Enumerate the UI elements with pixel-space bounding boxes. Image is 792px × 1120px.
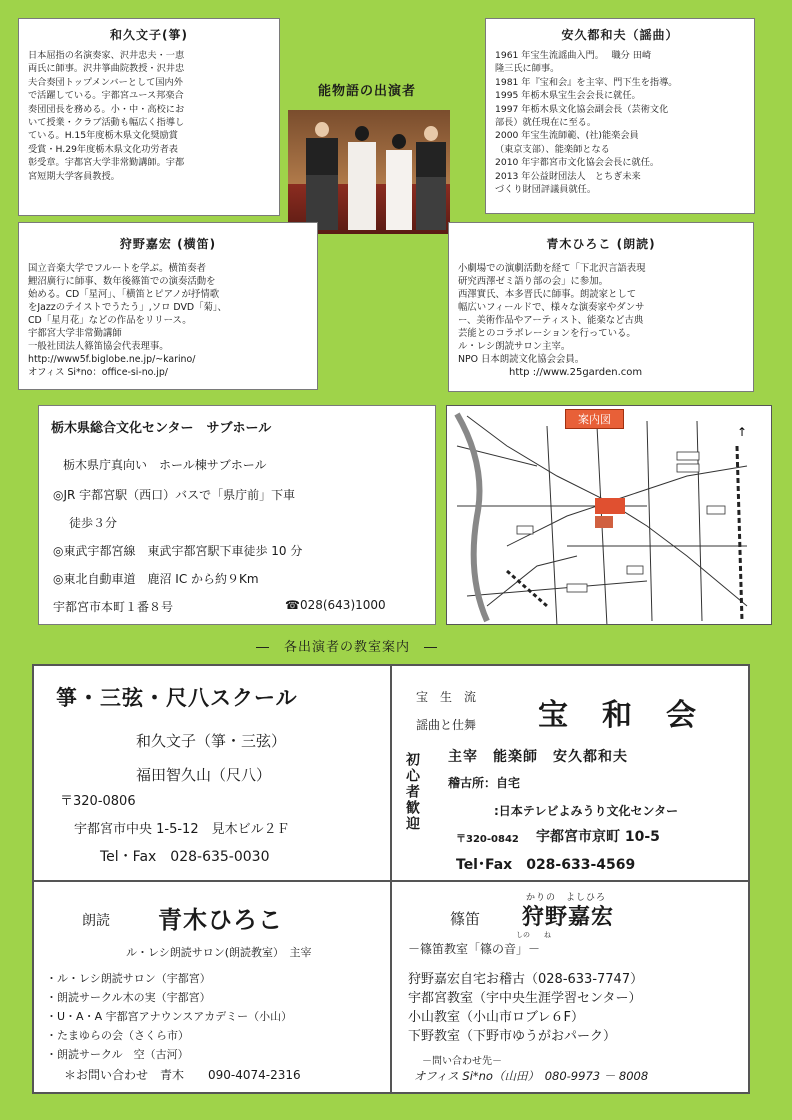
roudoku-contact: ＊お問い合わせ 青木 090-4074-2316	[64, 1068, 301, 1082]
bio-text	[19, 49, 279, 183]
text-line: 幅広いフィールドで、様々な演奏家やダンサ	[458, 302, 645, 313]
aoki-url[interactable]: http ://www.25garden.com	[509, 367, 643, 378]
bio-aoki	[448, 222, 754, 392]
shinobue-name: 狩野嘉宏	[522, 905, 615, 930]
text-line: 西澤實氏、本多晋氏に師事。朗読家として	[458, 289, 637, 300]
access-map	[446, 405, 772, 625]
text-line: 小劇場での演劇活動を経て「下北沢言語表現	[458, 263, 646, 274]
text-line: 宮短期大学客員教授。	[28, 170, 120, 182]
text-line: CD「星月花」などの作品をリリース。	[28, 315, 192, 326]
text-line: ル・レシ朗読サロン主宰。	[458, 341, 571, 352]
text-line: ている。H.15年度栃木県文化奨励賞	[28, 130, 178, 142]
text-line: づくり財団評議員就任。	[495, 184, 597, 196]
map-drawing	[447, 406, 772, 625]
koto-address: 宇都宮市中央 1-5-12 見木ビル２Ｆ	[74, 822, 290, 837]
venue-access-highway: ◎東北自動車道 鹿沼 IC から約９Km	[53, 572, 259, 586]
venue-access-tobu: ◎東武宇都宮線 東武宇都宮駅下車徒歩 10 分	[53, 544, 303, 558]
text-line: 狩野嘉宏自宅お稽古（028-633-7747）	[408, 972, 644, 987]
venue-access-jr-walk: 徒歩３分	[69, 516, 118, 530]
text-line: 宇都宮大学非常勤講師	[28, 328, 122, 339]
text-line: ・たまゆらの会（さくら市）	[46, 1029, 189, 1042]
howakai-panel	[390, 664, 750, 882]
bio-ato	[485, 18, 755, 214]
koto-tel: Tel・Fax 028-635-0030	[100, 849, 270, 865]
text-line: 2010 年宇都宮市文化協会会長に就任。	[495, 157, 660, 169]
bio-kano	[18, 222, 318, 390]
text-line: 芸能とのコラボレーションを行っている。	[458, 328, 636, 339]
text-line: 研究西澤ゼミ語り部の会」に参加。	[458, 276, 609, 287]
text-line: 2000 年宝生流師範、(社)能楽会員	[495, 130, 639, 142]
text-line: いて授業・クラブ活動も幅広く指導し	[28, 117, 185, 129]
venue-location: 栃木県庁真向い ホール棟サブホール	[63, 458, 267, 472]
bio-wakubunko	[18, 18, 280, 216]
text-line: ・U・A・A 宇都宮アナウンスアカデミー（小山）	[46, 1010, 293, 1023]
text-line: ・朗読サークル 空（古河）	[46, 1048, 189, 1061]
text-line: 夫合奏団トップメンバーとして国内外	[28, 76, 183, 88]
text-line: で活躍している。宇都宮ユース邦楽合	[28, 90, 184, 102]
howakai-tel: Tel･Fax 028-633-4569	[456, 857, 636, 873]
koto-school-panel	[32, 664, 392, 882]
howakai-address: 宇都宮市京町 10-5	[536, 829, 660, 845]
venue-access-jr: ◎JR 宇都宮駅（西口）バスで「県庁前」下車	[53, 488, 296, 502]
text-line: 隆三氏に師事。	[495, 63, 560, 75]
koto-teacher-2: 福田智久山（尺八）	[136, 766, 272, 784]
howakai-prefix-2: 謡曲と仕舞	[416, 718, 477, 732]
shinobue-furigana: かりの よしひろ	[526, 893, 607, 903]
text-line: 国立音楽大学でフルートを学ぶ。横笛奏者	[28, 263, 206, 274]
text-line: オフィス Si*no：office-si-no.jp/	[28, 367, 168, 378]
howakai-title: 宝 和 会	[538, 698, 698, 733]
venue-name: 栃木県総合文化センター サブホール	[51, 421, 272, 436]
text-line: 日本屈指の名演奏家、沢井忠夫・一恵	[28, 50, 185, 61]
text-line: 両氏に師事。沢井箏曲院教授・沢井忠	[28, 63, 185, 75]
roudoku-sub: ル・レシ朗読サロン(朗読教室） 主宰	[126, 946, 312, 959]
howakai-leader: 主宰 能楽師 安久都和夫	[448, 749, 628, 765]
bio-title: 青木ひろこ (朗読)	[546, 237, 656, 251]
bio-title: 狩野嘉宏 (横笛)	[119, 237, 217, 251]
svg-text:↑: ↑	[737, 425, 748, 439]
shinobue-contact: オフィス Si*no（山田） 080-9973 － 8008	[414, 1069, 649, 1083]
bio-title: 安久都和夫（謡曲）	[561, 28, 679, 42]
performers-photo	[288, 110, 450, 234]
howakai-place-2: :日本テレビよみうり文化センター	[494, 804, 679, 818]
shinobue-panel	[390, 880, 750, 1094]
koto-teacher-1: 和久文子（箏・三弦）	[136, 732, 287, 750]
text-line: 1981 年『宝和会』を主宰、門下生を指導。	[495, 76, 678, 88]
text-line: をJazzのテイストでうたう」,ソロ DVD「菊」、	[28, 302, 227, 313]
roudoku-panel	[32, 880, 392, 1094]
bio-text	[19, 262, 317, 379]
venue-box	[38, 405, 436, 625]
text-line: 一般社団法人篠笛協会代表理事。	[28, 341, 169, 352]
shinobue-class-name: －篠笛教室「篠の音」－	[408, 942, 541, 956]
text-line: （東京支部）、能楽師となる	[495, 143, 610, 155]
bio-text	[449, 262, 753, 366]
text-line: ・ル・レシ朗読サロン（宇都宮）	[46, 972, 211, 985]
koto-postal: 〒320-0806	[60, 794, 136, 809]
performers-heading: 能物語の出演者	[318, 84, 417, 99]
text-line: 1961 年宝生流謡曲入門。 職分 田崎	[495, 50, 652, 61]
shinobue-contact-label: －問い合わせ先－	[422, 1056, 502, 1067]
text-line: http://www5f.biglobe.ne.jp/~karino/	[28, 354, 196, 365]
text-line: 部長）就任現在に至る。	[495, 117, 597, 129]
bio-text	[486, 49, 754, 196]
text-line: ー、美術作品やアーティスト、能楽など古典	[458, 315, 644, 326]
howakai-place: 稽古所：自宅	[448, 776, 521, 790]
howakai-prefix-1: 宝 生 流	[416, 690, 477, 704]
roudoku-name: 青木ひろこ	[158, 906, 283, 934]
text-line: 下野教室（下野市ゆうがおパーク）	[408, 1029, 617, 1044]
text-line: 2013 年公益財団法人 とちぎ未来	[495, 170, 641, 182]
howakai-postal: 〒320-0842	[456, 834, 519, 845]
text-line: 奏団団長を務める。小・中・高校にお	[28, 103, 185, 115]
map-label: 案内図	[565, 409, 624, 429]
venue-address: 宇都宮市本町１番８号	[53, 600, 174, 614]
text-line: 鯉沼廣行に師事、数年後篠笛での演奏活動を	[28, 276, 216, 287]
shinobue-class-furigana: しの ね	[516, 931, 551, 939]
koto-school-title: 箏・三弦・尺八スクール	[56, 686, 298, 710]
text-line: 受賞・H.29年度栃木県文化功労者表	[28, 143, 178, 155]
shinobue-label: 篠笛	[450, 910, 481, 928]
roudoku-label: 朗読	[82, 913, 110, 929]
venue-marker	[595, 498, 625, 514]
bio-title: 和久文子(箏)	[110, 28, 188, 42]
classes-heading: ― 各出演者の教室案内 ―	[256, 640, 439, 655]
howakai-vertical-welcome: 初心者歓迎	[404, 752, 420, 832]
text-line: 始める。CD「星河」、「横笛とピアノが抒情歌	[28, 289, 220, 300]
text-line: ・朗読サークル木の実（宇都宮）	[46, 991, 211, 1004]
text-line: 1995 年栃木県宝生会会長に就任。	[495, 90, 641, 102]
text-line: 宇都宮教室（宇中央生涯学習センター）	[408, 991, 642, 1006]
text-line: NPO 日本朗読文化協会会員。	[458, 354, 585, 365]
text-line: 小山教室（小山市ロブレ６F）	[408, 1010, 584, 1025]
text-line: 彰受章。宇都宮大学非常勤講師。宇都	[28, 157, 185, 169]
venue-tel: ☎028(643)1000	[285, 598, 386, 612]
text-line: 1997 年栃木県文化協会副会長（芸術文化	[495, 103, 669, 115]
